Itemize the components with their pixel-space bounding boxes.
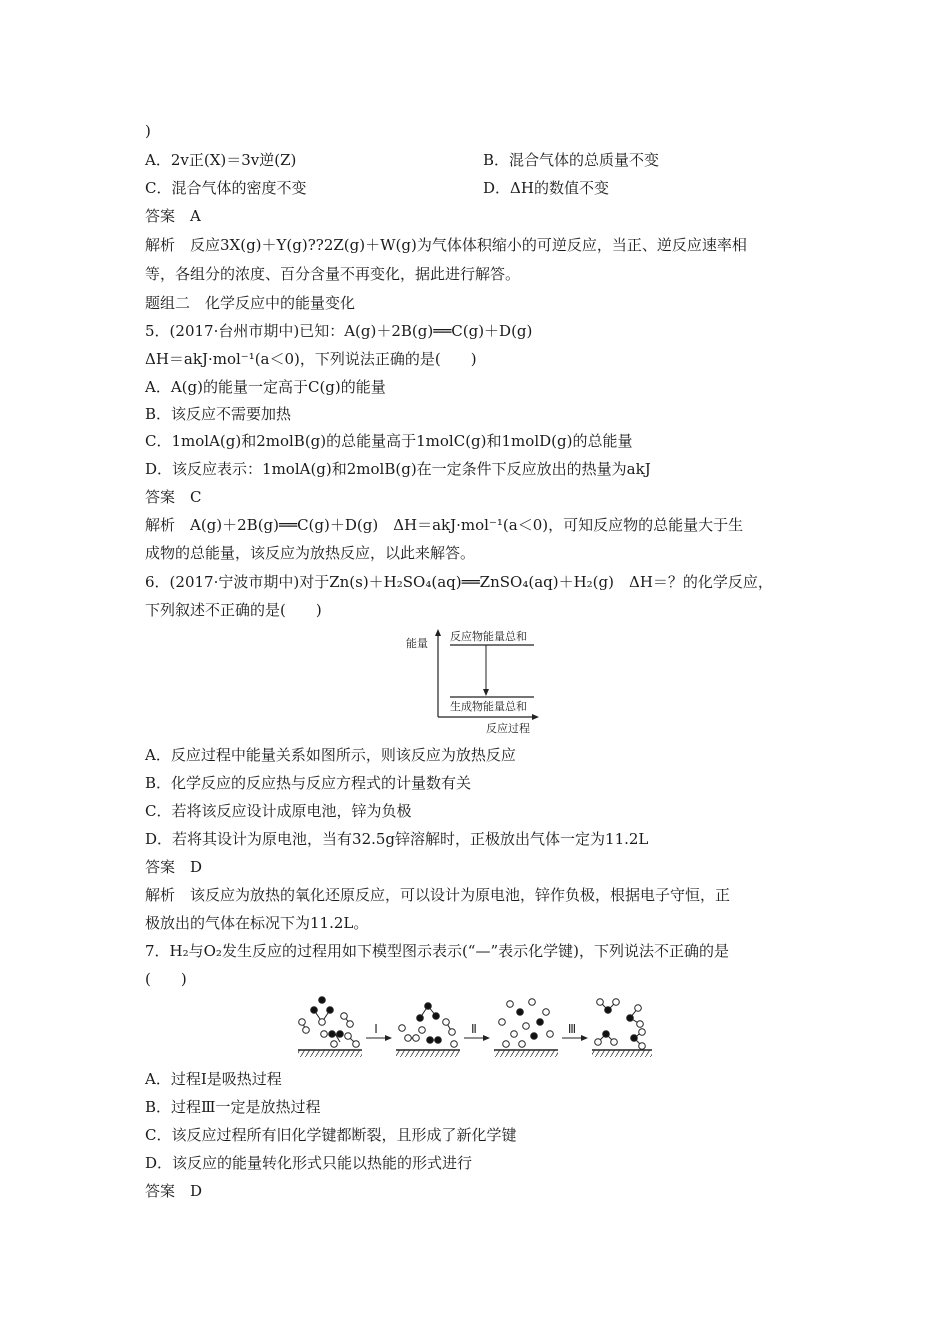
q5-answer: 答案 C	[145, 488, 202, 506]
q7-stem-1: 7．H₂与O₂发生反应的过程用如下模型图示表示(“—”表示化学键)，下列说法不正确的是	[145, 942, 729, 960]
step-2-label: Ⅱ	[471, 1022, 477, 1036]
q5-option-c: C．1molA(g)和2molB(g)的总能量高于1molC(g)和1molD(g)的总能量	[145, 432, 633, 450]
surface-stage-1	[298, 1050, 362, 1057]
q4-answer: 答案 A	[145, 207, 201, 225]
q4-option-a: A．2v正(X)＝3v逆(Z)	[145, 151, 297, 169]
q5-stem-2: ΔH＝akJ·mol⁻¹(a＜0)，下列说法正确的是( )	[145, 350, 477, 368]
molecules-stage-2	[399, 1003, 458, 1048]
y-axis-arrow-icon	[435, 629, 441, 636]
product-energy-label: 生成物能量总和	[450, 700, 527, 713]
down-arrow-icon	[483, 689, 489, 696]
q5-analysis-2: 成物的总能量，该反应为放热反应，以此来解答。	[145, 544, 476, 562]
q5-analysis-1: 解析 A(g)＋2B(g)══C(g)＋D(g) ΔH＝akJ·mol⁻¹(a＜0)，可知反应物的总能量大于生	[145, 516, 744, 534]
molecules-stage-3	[499, 999, 554, 1048]
q5-option-d: D．该反应表示：1molA(g)和2molB(g)在一定条件下反应放出的热量为akJ	[145, 460, 651, 478]
step-3-arrow-icon	[581, 1035, 588, 1041]
q7-option-c: C．该反应过程所有旧化学键都断裂，且形成了新化学键	[145, 1126, 517, 1144]
q6-analysis-1: 解析 该反应为放热的氧化还原反应，可以设计为原电池，锌作负极，根据电子守恒，正	[145, 886, 731, 904]
reaction-process-label: 反应过程	[486, 722, 530, 735]
reactant-energy-label: 反应物能量总和	[450, 630, 527, 643]
q6-option-a: A．反应过程中能量关系如图所示，则该反应为放热反应	[145, 746, 516, 764]
molecules-stage-1	[299, 997, 360, 1048]
q6-stem-1: 6．(2017·宁波市期中)对于Zn(s)＋H₂SO₄(aq)══ZnSO₄(aq)＋H₂(g) ΔH＝？的化学反应，	[145, 573, 773, 591]
step-3-label: Ⅲ	[567, 1022, 577, 1036]
q6-option-b: B．化学反应的反应热与反应方程式的计量数有关	[145, 774, 472, 792]
q6-analysis-2: 极放出的气体在标况下为11.2L。	[145, 914, 369, 932]
q7-option-d: D．该反应的能量转化形式只能以热能的形式进行	[145, 1154, 473, 1172]
q7-option-a: A．过程Ⅰ是吸热过程	[145, 1070, 282, 1088]
q5-option-b: B．该反应不需要加热	[145, 405, 292, 423]
q4-option-c: C．混合气体的密度不变	[145, 179, 307, 197]
q4-paren-close: )	[145, 122, 151, 140]
reaction-model-diagram	[296, 992, 656, 1064]
q7-answer: 答案 D	[145, 1182, 203, 1200]
q7-stem-2: ( )	[145, 970, 187, 988]
step-1-arrow-icon	[385, 1035, 392, 1041]
q7-option-b: B．过程Ⅲ一定是放热过程	[145, 1098, 321, 1116]
molecules-stage-4	[595, 999, 646, 1050]
q6-answer: 答案 D	[145, 858, 203, 876]
group-two-heading: 题组二 化学反应中的能量变化	[145, 294, 356, 312]
q6-option-d: D．若将其设计为原电池，当有32.5g锌溶解时，正极放出气体一定为11.2L	[145, 830, 649, 848]
x-axis-arrow-icon	[532, 714, 539, 720]
energy-axis-label: 能量	[406, 637, 428, 650]
q4-analysis-1: 解析 反应3X(g)＋Y(g)??2Z(g)＋W(g)为气体体积缩小的可逆反应，当正、逆反应速率相	[145, 236, 747, 254]
q5-stem-1: 5．(2017·台州市期中)已知：A(g)＋2B(g)══C(g)＋D(g)	[145, 322, 533, 340]
surface-stage-4	[592, 1050, 652, 1057]
energy-diagram	[400, 625, 550, 737]
q6-stem-2: 下列叙述不正确的是( )	[145, 601, 322, 619]
q6-option-c: C．若将该反应设计成原电池，锌为负极	[145, 802, 412, 820]
q4-option-d: D．ΔH的数值不变	[483, 179, 609, 197]
surface-stage-2	[396, 1050, 460, 1057]
step-1-label: Ⅰ	[374, 1022, 378, 1036]
q4-analysis-2: 等，各组分的浓度、百分含量不再变化，据此进行解答。	[145, 265, 521, 283]
q4-option-b: B．混合气体的总质量不变	[483, 151, 660, 169]
step-2-arrow-icon	[483, 1035, 490, 1041]
q5-option-a: A．A(g)的能量一定高于C(g)的能量	[145, 378, 386, 396]
surface-stage-3	[494, 1050, 558, 1057]
